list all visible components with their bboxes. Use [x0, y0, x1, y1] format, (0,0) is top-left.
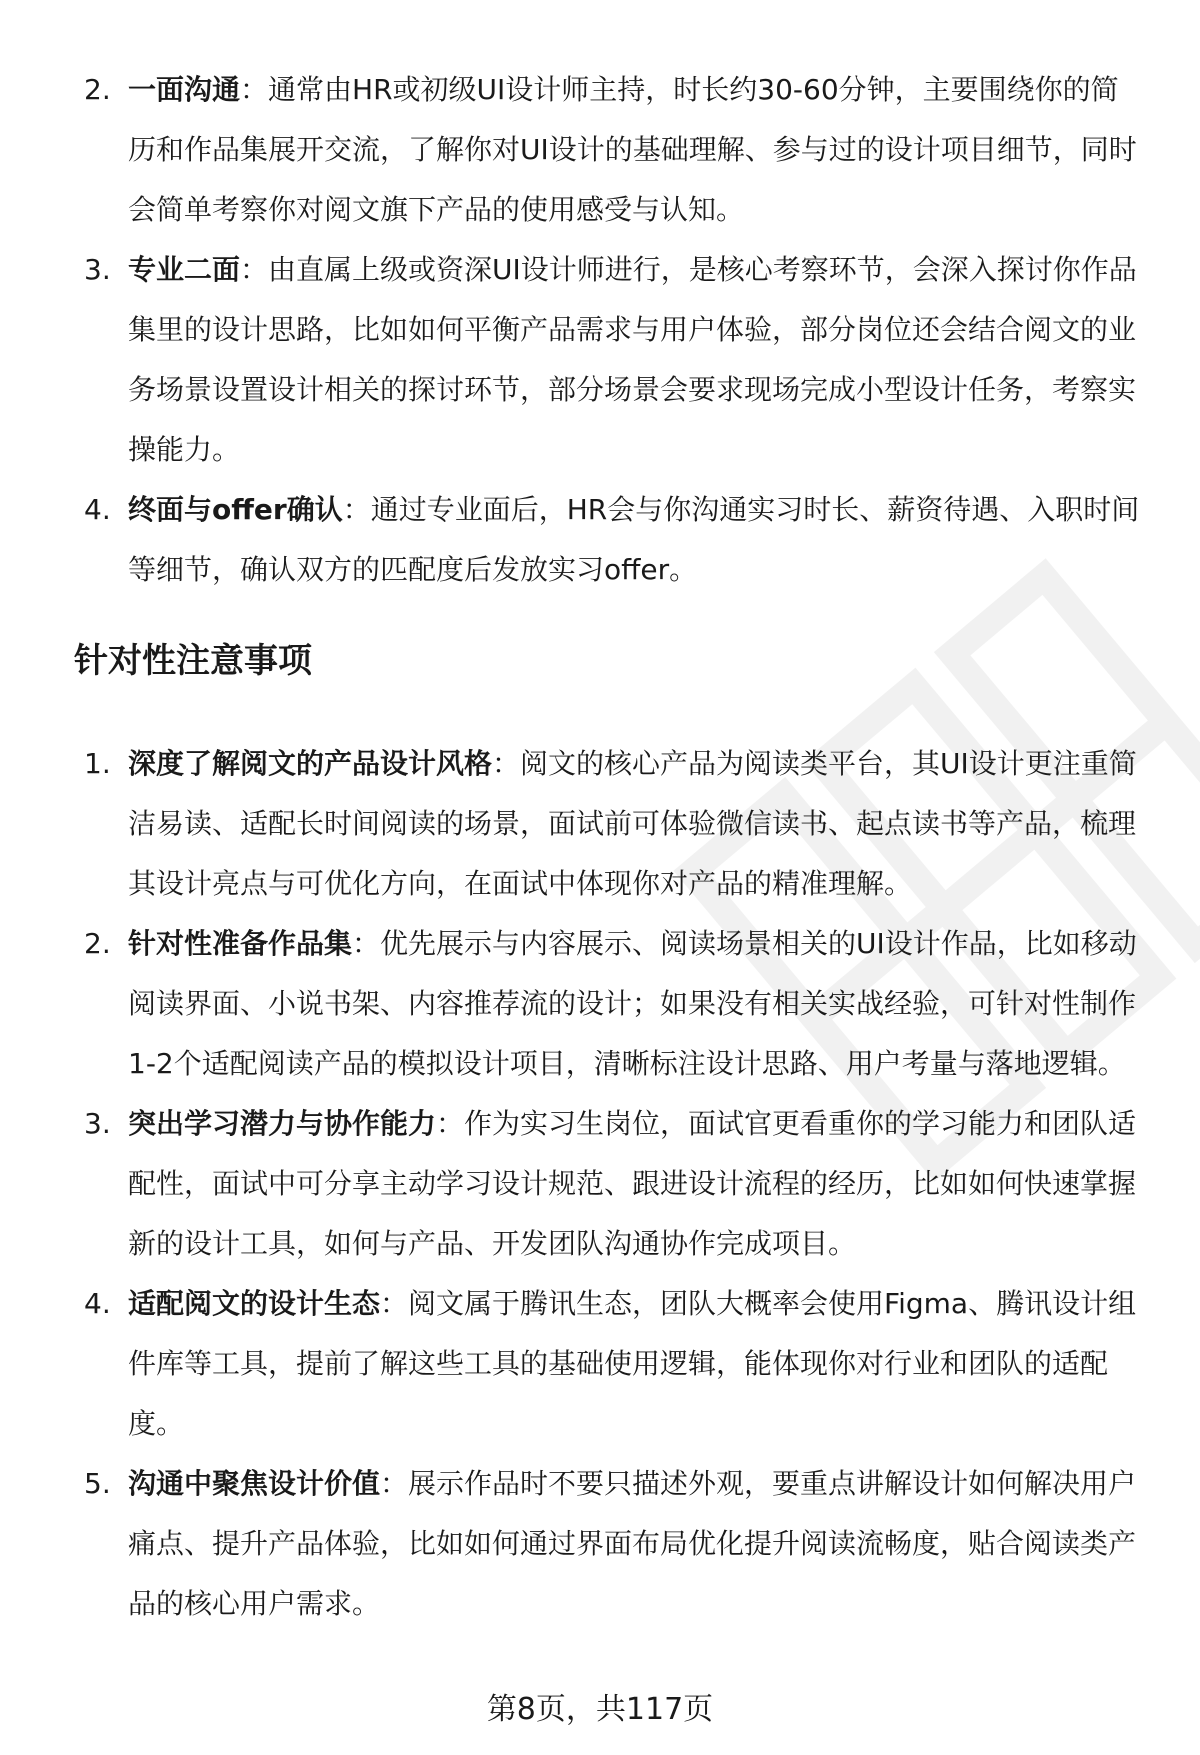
list-item-lead: 一面沟通	[128, 73, 241, 106]
list-item-text: ：阅文属于腾讯生态，团队大概率会使用Figma、腾讯设计组件库等工具，提前了解这些工具的基础使用逻辑，能体现你对行业和团队的适配度。	[128, 1287, 1137, 1440]
interview-process-list	[0, 60, 1200, 600]
list-item	[0, 1454, 1200, 1634]
list-item-number: 4.	[84, 493, 111, 526]
list-item-text: ：由直属上级或资深UI设计师进行，是核心考察环节，会深入探讨你作品集里的设计思路，比如如何平衡产品需求与用户体验，部分岗位还会结合阅文的业务场景设置设计相关的探讨环节，部分场景会要求现场完成小型设计任务，考察实操能力。	[128, 253, 1137, 466]
list-item	[0, 1274, 1200, 1454]
list-item	[0, 914, 1200, 1094]
list-item-text: ：优先展示与内容展示、阅读场景相关的UI设计作品，比如移动阅读界面、小说书架、内容推荐流的设计；如果没有相关实战经验，可针对性制作1-2个适配阅读产品的模拟设计项目，清晰标注设计思路、用户考量与落地逻辑。	[128, 927, 1137, 1080]
list-item	[0, 240, 1200, 480]
list-item-lead: 深度了解阅文的产品设计风格	[128, 747, 493, 780]
list-item-lead: 专业二面	[128, 253, 241, 286]
list-item-lead: 突出学习潜力与协作能力	[128, 1107, 437, 1140]
list-item-text: ：作为实习生岗位，面试官更看重你的学习能力和团队适配性，面试中可分享主动学习设计规范、跟进设计流程的经历，比如如何快速掌握新的设计工具，如何与产品、开发团队沟通协作完成项目。	[128, 1107, 1137, 1260]
list-item-lead: 适配阅文的设计生态	[128, 1287, 381, 1320]
list-item-number: 4.	[84, 1287, 111, 1320]
list-item	[0, 1094, 1200, 1274]
list-item	[0, 480, 1200, 600]
list-item-lead: 沟通中聚焦设计价值	[128, 1467, 381, 1500]
list-item-lead: 针对性准备作品集	[128, 927, 353, 960]
list-item-number: 2.	[84, 73, 111, 106]
list-item	[0, 60, 1200, 240]
list-item-number: 2.	[84, 927, 111, 960]
list-item-text: ：通过专业面后，HR会与你沟通实习时长、薪资待遇、入职时间等细节，确认双方的匹配度后发放实习offer。	[128, 493, 1140, 586]
list-item-number: 1.	[84, 747, 111, 780]
list-item-text: ：展示作品时不要只描述外观，要重点讲解设计如何解决用户痛点、提升产品体验，比如如何通过界面布局优化提升阅读流畅度，贴合阅读类产品的核心用户需求。	[128, 1467, 1137, 1620]
section-heading: 针对性注意事项	[74, 641, 312, 681]
list-item-number: 3.	[84, 1107, 111, 1140]
list-item-number: 3.	[84, 253, 111, 286]
tips-list	[0, 734, 1200, 1634]
list-item-text: ：阅文的核心产品为阅读类平台，其UI设计更注重简洁易读、适配长时间阅读的场景，面试前可体验微信读书、起点读书等产品，梳理其设计亮点与可优化方向，在面试中体现你对产品的精准理解。	[128, 747, 1137, 900]
list-item	[0, 734, 1200, 914]
list-item-number: 5.	[84, 1467, 111, 1500]
list-item-lead: 终面与offer确认	[128, 493, 343, 526]
page-number-footer: 第8页，共117页	[486, 1692, 714, 1727]
list-item-text: ：通常由HR或初级UI设计师主持，时长约30-60分钟，主要围绕你的简历和作品集展开交流，了解你对UI设计的基础理解、参与过的设计项目细节，同时会简单考察你对阅文旗下产品的使用感受与认知。	[128, 73, 1137, 226]
